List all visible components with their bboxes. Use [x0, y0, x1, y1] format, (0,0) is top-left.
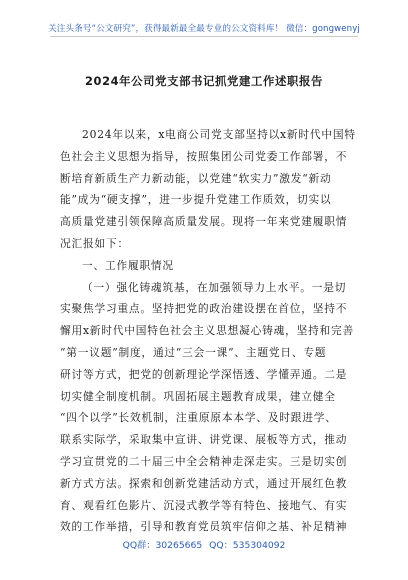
paragraph-line: 高质量党建引领保障高质量发展。现将一年来党建履职情	[60, 215, 348, 229]
paragraph-line: 断培育新质生产力新动能，以党建“软实力”激发“新动	[60, 171, 332, 185]
paragraph-line: 研讨等方式，把党的创新理论学深悟透、学懂弄通。二是	[60, 367, 348, 381]
paragraph-line: 实聚焦学习重点。坚持把党的政治建设摆在首位，坚持不	[60, 302, 348, 316]
paragraph-line: 联系实际学，采取集中宣讲、讲党课、展板等方式，推动	[60, 433, 348, 447]
paragraph-line: 色社会主义思想为指导，按照集团公司党委工作部署，不	[60, 149, 348, 163]
document-body	[60, 124, 356, 538]
footer-contact: QQ群：30265665 QQ：535304092	[122, 540, 286, 551]
header-divider	[50, 36, 358, 37]
paragraph-line: 新方式方法。探索和创新党建活动方式，通过开展红色教	[60, 476, 348, 490]
document-title: 2024年公司党支部书记抓党建工作述职报告	[85, 74, 323, 88]
header-note: 关注头条号“公文研究”，获得最新最全最专业的公文资料库！ 微信：gongwenyj	[48, 24, 360, 34]
paragraph-line: 切实健全制度机制。巩固拓展主题教育成果，建立健全	[60, 389, 336, 403]
paragraph-line: 效的工作举措，引导和教育党员筑牢信仰之基、补足精神	[60, 520, 348, 534]
paragraph-line: 况汇报如下：	[60, 236, 129, 250]
paragraph-line: 能”成为“硬支撑”，进一步提升党建工作质效，切实以	[60, 193, 332, 207]
section-heading: 一、工作履职情况	[82, 258, 174, 272]
paragraph-line: 学习宣贯党的二十届三中全会精神走深走实。三是切实创	[60, 454, 348, 468]
paragraph-line: （一）强化铸魂筑基，在加强领导力上水平。一是切	[82, 280, 347, 294]
paragraph-line: 育、观看红色影片、沉浸式教学等有特色、接地气、有实	[60, 498, 348, 512]
paragraph-line: “四个以学”长效机制，注重原原本本学、及时跟进学、	[60, 411, 337, 425]
paragraph-line: 懈用x新时代中国特色社会主义思想凝心铸魂，坚持和完善	[60, 324, 355, 338]
paragraph-line: “第一议题”制度，通过“三会一课”、主题党日、专题	[60, 345, 327, 359]
paragraph-line: 2024年以来，x电商公司党支部坚持以x新时代中国特	[82, 128, 356, 141]
